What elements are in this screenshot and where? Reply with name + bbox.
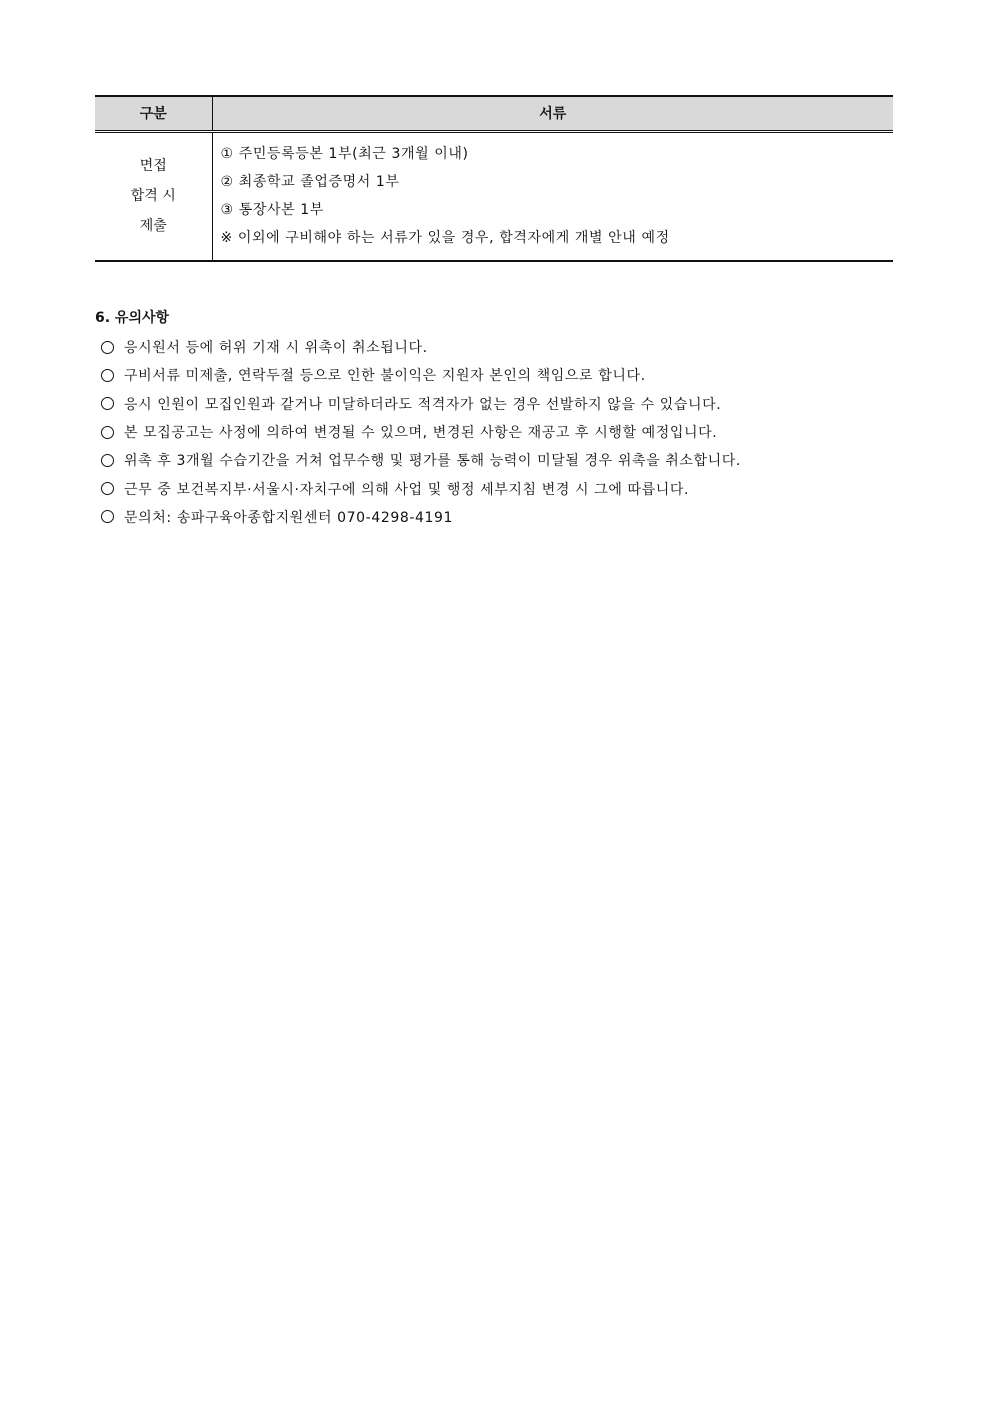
circle-icon xyxy=(101,341,114,354)
category-line: 합격 시 xyxy=(130,188,176,204)
table-header-row xyxy=(95,96,893,131)
list-item: ③ 통장사본 1부 xyxy=(220,202,324,218)
note-text: 본 모집공고는 사정에 의하여 변경될 수 있으며, 변경된 사항은 재공고 후 시행할 예정입니다. xyxy=(124,425,718,442)
note-text: 구비서류 미제출, 연락두절 등으로 인한 불이익은 지원자 본인의 책임으로 합니다. xyxy=(124,368,646,385)
circle-icon xyxy=(101,369,114,382)
note-text: 근무 중 보건복지부·서울시·자치구에 의해 사업 및 행정 세부지침 변경 시 그에 따릅니다. xyxy=(124,481,690,498)
note-text: 응시원서 등에 허위 기재 시 위촉이 취소됩니다. xyxy=(124,340,428,357)
notes-list xyxy=(101,333,741,531)
header-category: 구분 xyxy=(95,96,212,131)
list-item: ① 주민등록등본 1부(최근 3개월 이내) xyxy=(220,146,469,162)
documents-cell xyxy=(212,131,893,261)
circle-icon xyxy=(101,397,114,410)
documents-list xyxy=(213,140,894,252)
documents-table xyxy=(95,95,893,262)
table-row xyxy=(95,131,893,261)
circle-icon xyxy=(101,482,114,495)
list-item xyxy=(101,418,741,446)
category-cell xyxy=(95,131,212,261)
category-line: 제출 xyxy=(139,218,167,234)
list-item xyxy=(101,474,741,502)
category-line: 면접 xyxy=(139,158,167,174)
list-item xyxy=(101,503,741,531)
header-documents: 서류 xyxy=(212,96,893,131)
list-item xyxy=(101,361,741,389)
note-text: 위촉 후 3개월 수습기간을 거쳐 업무수행 및 평가를 통해 능력이 미달될 경우 위촉을 취소합니다. xyxy=(124,453,741,470)
circle-icon xyxy=(101,510,114,523)
list-item xyxy=(101,446,741,474)
circle-icon xyxy=(101,454,114,467)
list-item: ② 최종학교 졸업증명서 1부 xyxy=(220,174,400,190)
section-title: 6. 유의사항 xyxy=(95,310,170,326)
circle-icon xyxy=(101,426,114,439)
list-item xyxy=(101,390,741,418)
list-item xyxy=(101,333,741,361)
note-text: 문의처: 송파구육아종합지원센터 070-4298-4191 xyxy=(124,509,454,526)
note-text: 응시 인원이 모집인원과 같거나 미달하더라도 적격자가 없는 경우 선발하지 않을 수 있습니다. xyxy=(124,396,722,413)
list-item: ※ 이외에 구비해야 하는 서류가 있을 경우, 합격자에게 개별 안내 예정 xyxy=(220,230,670,246)
